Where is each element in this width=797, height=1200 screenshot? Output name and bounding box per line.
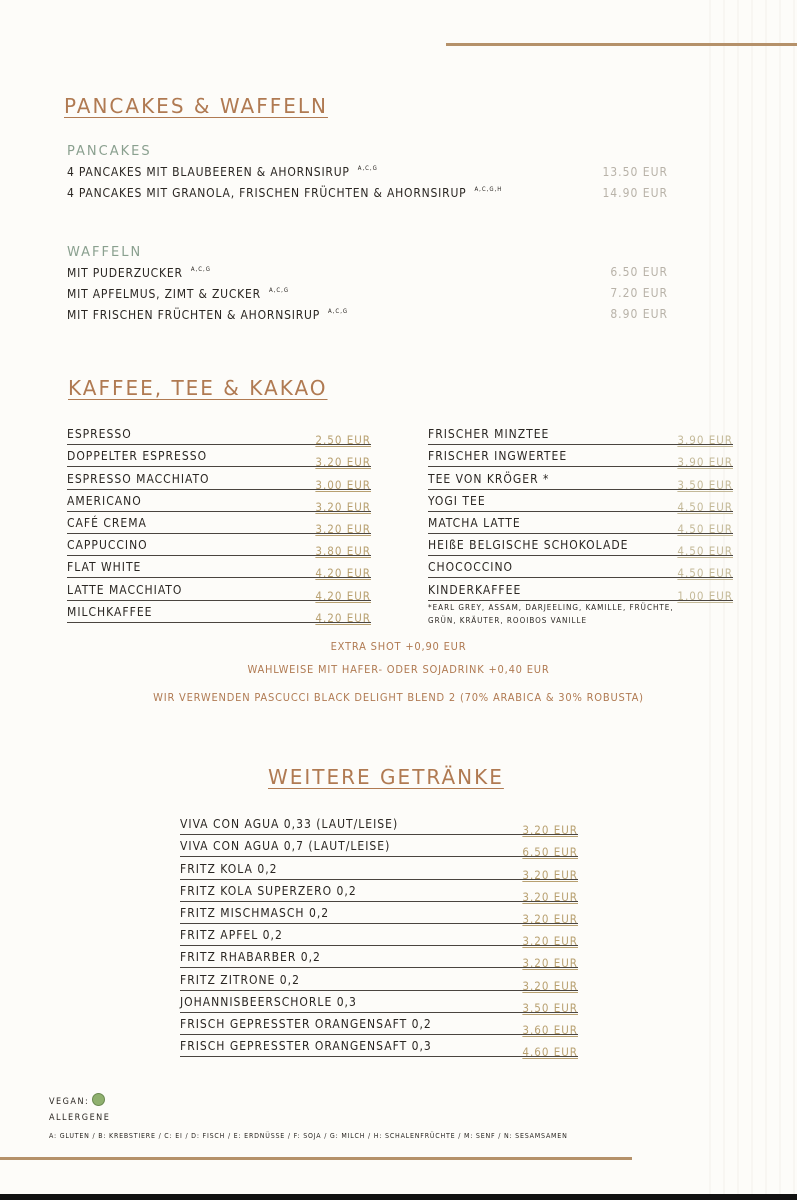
list-item (67, 423, 371, 448)
leaf-icon (92, 1093, 105, 1106)
item-price: 4.50 EUR (677, 499, 733, 514)
list-item (428, 467, 733, 492)
item-name: ESPRESSO (67, 427, 132, 442)
item-name: KINDERKAFFEE (428, 582, 522, 597)
list-item (180, 1035, 578, 1060)
item-allergens: A,C,G (190, 266, 211, 273)
item-price: 3.90 EUR (677, 455, 733, 470)
item-name: FRITZ MISCHMASCH 0,2 (180, 905, 330, 920)
item-price: 4.20 EUR (315, 610, 371, 625)
list-item (180, 946, 578, 971)
item-name: VIVA CON AGUA 0,33 (LAUT/LEISE) (180, 817, 399, 832)
item-name: FRITZ KOLA SUPERZERO 0,2 (180, 883, 357, 898)
list-item (428, 512, 733, 534)
item-price: 3.50 EUR (677, 477, 733, 492)
item-name: JOHANNISBEERSCHORLE 0,3 (180, 994, 357, 1009)
list-item (428, 578, 733, 603)
item-name: MATCHA LATTE (428, 515, 521, 530)
item-name: FRISCHER INGWERTEE (428, 449, 568, 464)
item-allergens: A,C,G (268, 287, 290, 294)
tea-note (428, 601, 674, 627)
item-allergens: A,C,G (328, 308, 349, 315)
item-name: 4 PANCAKES MIT BLAUBEEREN & AHORNSIRUP (67, 165, 350, 179)
item-name: VIVA CON AGUA 0,7 (LAUT/LEISE) (180, 839, 391, 854)
extra-shot-note: EXTRA SHOT +0,90 EUR (330, 640, 467, 653)
item-price: 3.90 EUR (677, 433, 733, 448)
list-item (67, 512, 371, 534)
item-price: 3.80 EUR (315, 544, 371, 559)
item-name: MILCHKAFFEE (67, 604, 153, 619)
item-price: 3.20 EUR (522, 889, 578, 904)
item-name: MIT PUDERZUCKER (67, 266, 183, 280)
item-price: 3.20 EUR (315, 455, 371, 470)
allergene-legend: A: GLUTEN / B: KREBSTIERE / C: EI / D: FISCH / E: ERDNÜSSE / F: SOJA / G: MILCH / H: SCHALENFRÜCHTE / M: SENF / N: SESAMSAMEN (49, 1132, 568, 1140)
tea-note-line: *EARL GREY, ASSAM, DARJEELING, KAMILLE, FRÜCHTE, (428, 603, 674, 612)
item-price: 13.50 EUR (602, 165, 668, 179)
item-name: FRISCHER MINZTEE (428, 427, 550, 442)
item-price: 3.20 EUR (522, 867, 578, 882)
item-name: CAFÉ CREMA (67, 515, 147, 530)
item-allergens: A,C,G,H (474, 186, 503, 193)
vegan-label: VEGAN: (49, 1097, 90, 1107)
item-name: FRITZ KOLA 0,2 (180, 861, 278, 876)
item-price: 4.50 EUR (677, 566, 733, 581)
list-item (67, 467, 371, 492)
item-price: 7.20 EUR (610, 286, 668, 300)
allergene-label: ALLERGENE (49, 1113, 111, 1123)
menu-item (67, 308, 348, 322)
item-price: 6.50 EUR (522, 845, 578, 860)
pancakes-subtitle: PANCAKES (67, 144, 152, 159)
item-price: 3.20 EUR (522, 934, 578, 949)
menu-item (67, 186, 502, 200)
tea-list (428, 423, 733, 601)
item-price: 4.20 EUR (315, 588, 371, 603)
list-item (180, 880, 578, 902)
list-item (180, 991, 578, 1013)
bottom-divider (0, 1157, 632, 1160)
coffee-list (67, 423, 371, 623)
list-item (67, 556, 371, 581)
item-price: 3.50 EUR (522, 1000, 578, 1015)
waffeln-subtitle: WAFFELN (67, 245, 143, 260)
item-price: 3.00 EUR (315, 477, 371, 492)
item-allergens: A,C,G (357, 165, 378, 172)
item-price: 1.00 EUR (677, 588, 733, 603)
item-name: FLAT WHITE (67, 560, 142, 575)
list-item (428, 490, 733, 512)
list-item (180, 902, 578, 924)
item-price: 3.20 EUR (522, 911, 578, 926)
vegan-legend (49, 1093, 105, 1107)
list-item (180, 924, 578, 949)
item-name: FRISCH GEPRESSTER ORANGENSAFT 0,3 (180, 1039, 432, 1054)
blend-note: WIR VERWENDEN PASCUCCI BLACK DELIGHT BLEND 2 (70% ARABICA & 30% ROBUSTA) (153, 691, 644, 704)
list-item (428, 445, 733, 470)
item-price: 3.20 EUR (522, 956, 578, 971)
item-price: 6.50 EUR (610, 265, 668, 279)
list-item (180, 968, 578, 993)
list-item (67, 490, 371, 512)
list-item (428, 423, 733, 448)
item-price: 4.50 EUR (677, 521, 733, 536)
item-price: 3.60 EUR (522, 1022, 578, 1037)
item-price: 8.90 EUR (610, 307, 668, 321)
menu-item (67, 165, 378, 179)
list-item (180, 857, 578, 882)
item-name: FRITZ ZITRONE 0,2 (180, 972, 300, 987)
menu-item (67, 287, 289, 301)
item-name: YOGI TEE (428, 493, 486, 508)
item-name: FRISCH GEPRESSTER ORANGENSAFT 0,2 (180, 1016, 432, 1031)
item-name: 4 PANCAKES MIT GRANOLA, FRISCHEN FRÜCHTEN & AHORNSIRUP (67, 186, 467, 200)
item-name: AMERICANO (67, 493, 142, 508)
list-item (67, 445, 371, 470)
menu-item (67, 266, 211, 280)
item-name: ESPRESSO MACCHIATO (67, 471, 210, 486)
page-edge (0, 1194, 797, 1200)
tea-note-line: GRÜN, KRÄUTER, ROOIBOS VANILLE (428, 616, 588, 625)
list-item (180, 835, 578, 860)
list-item (180, 813, 578, 838)
item-price: 14.90 EUR (602, 186, 668, 200)
top-divider (446, 43, 797, 46)
milk-option-note: WAHLWEISE MIT HAFER- ODER SOJADRINK +0,40 EUR (247, 663, 550, 676)
item-name: FRITZ APFEL 0,2 (180, 928, 283, 943)
list-item (180, 1013, 578, 1035)
item-name: LATTE MACCHIATO (67, 582, 183, 597)
list-item (67, 534, 371, 559)
item-name: CHOCOCCINO (428, 560, 514, 575)
drinks-list (180, 813, 578, 1060)
item-price: 4.20 EUR (315, 566, 371, 581)
item-name: HEIßE BELGISCHE SCHOKOLADE (428, 538, 629, 553)
item-price: 4.60 EUR (522, 1045, 578, 1060)
item-name: MIT APFELMUS, ZIMT & ZUCKER (67, 287, 261, 301)
item-price: 2.50 EUR (315, 433, 371, 448)
list-item (428, 534, 733, 559)
item-price: 3.20 EUR (315, 499, 371, 514)
item-name: MIT FRISCHEN FRÜCHTEN & AHORNSIRUP (67, 308, 321, 322)
getraenke-section-title: WEITERE GETRÄNKE (268, 765, 504, 789)
item-name: FRITZ RHABARBER 0,2 (180, 950, 321, 965)
item-price: 4.50 EUR (677, 544, 733, 559)
item-name: DOPPELTER ESPRESSO (67, 449, 208, 464)
item-name: CAPPUCCINO (67, 538, 148, 553)
item-price: 3.20 EUR (522, 823, 578, 838)
item-price: 3.20 EUR (315, 521, 371, 536)
list-item (428, 556, 733, 581)
kaffee-section-title: KAFFEE, TEE & KAKAO (68, 376, 328, 400)
list-item (67, 578, 371, 603)
item-name: TEE VON KRÖGER * (428, 471, 550, 486)
item-price: 3.20 EUR (522, 978, 578, 993)
pancakes-section-title: PANCAKES & WAFFELN (64, 94, 328, 118)
list-item (67, 601, 371, 623)
